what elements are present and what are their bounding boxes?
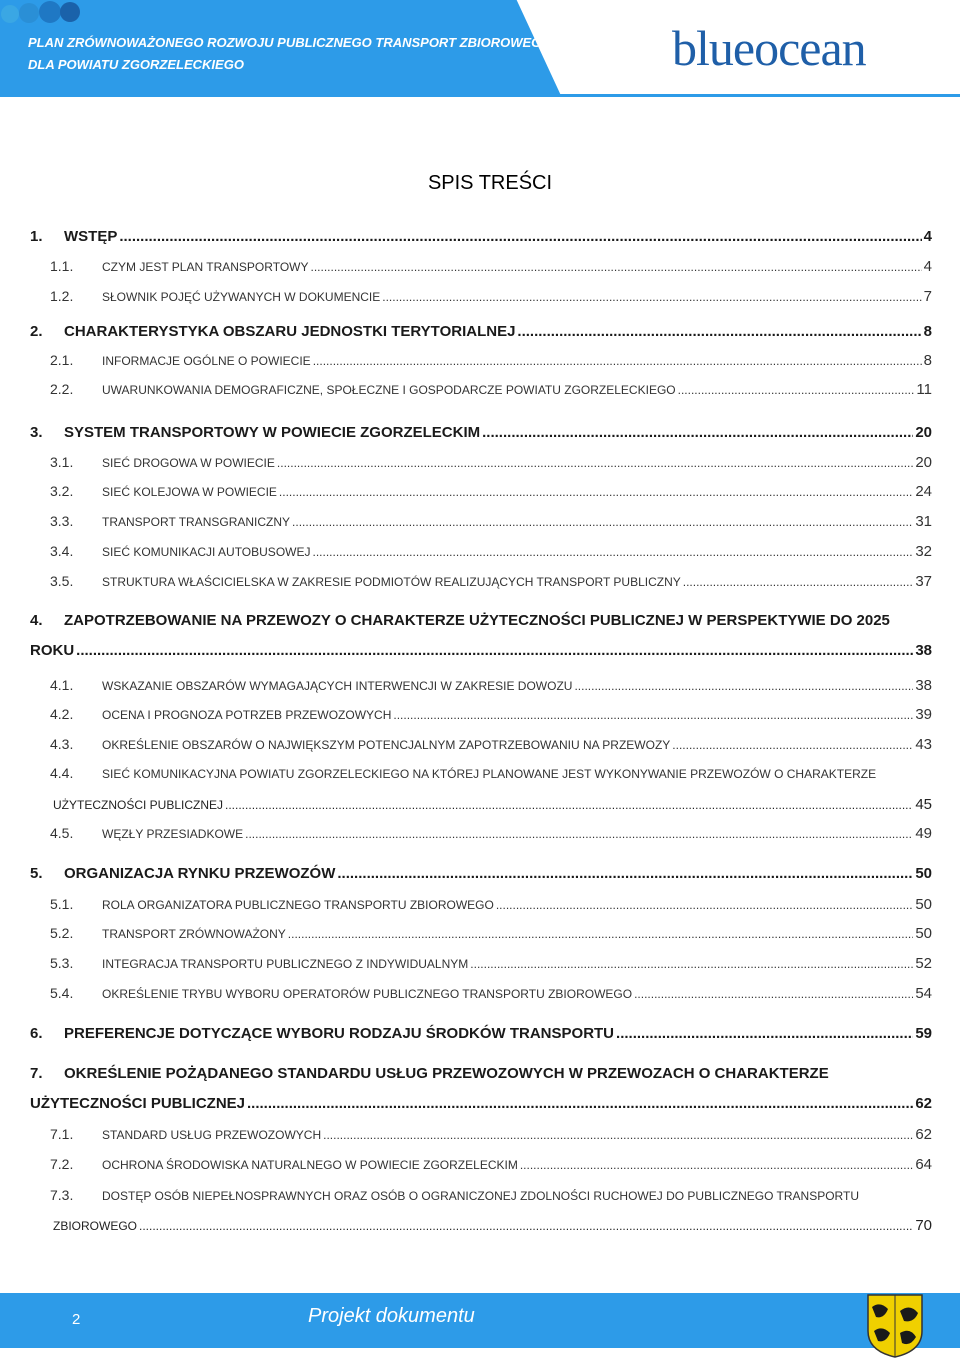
toc-entry-number: 2.2. <box>50 381 74 397</box>
page-header <box>0 0 960 97</box>
toc-leader-dots <box>482 424 913 441</box>
toc-entry-number: 2.1. <box>50 352 74 368</box>
toc-entry-title: SIEĆ KOMUNIKACJI AUTOBUSOWEJ <box>102 545 311 559</box>
toc-entry-page: 50 <box>915 865 932 882</box>
toc-entry-title: OKREŚLENIE POŻĄDANEGO STANDARDU USŁUG PRZEWOZOWYCH W PRZEWOZACH O CHARAKTERZE <box>64 1065 829 1082</box>
toc-leader-dots <box>393 708 913 722</box>
toc-entry-title: ROLA ORGANIZATORA PUBLICZNEGO TRANSPORTU ZBIOROWEGO <box>102 898 494 912</box>
toc-entry-title: OCENA I PROGNOZA POTRZEB PRZEWOZOWYCH <box>102 708 392 722</box>
toc-entry[interactable] <box>50 677 932 694</box>
toc-entry-title: SŁOWNIK POJĘĆ UŻYWANYCH W DOKUMENCIE <box>102 290 381 304</box>
toc-entry[interactable] <box>50 288 932 305</box>
toc-entry-title-cont: ZBIOROWEGO <box>53 1219 137 1233</box>
toc-entry-page: 4 <box>923 258 932 275</box>
toc-entry-number: 2. <box>30 323 43 340</box>
toc-entry[interactable] <box>30 323 932 340</box>
toc-leader-dots <box>247 1095 913 1112</box>
toc-entry-number: 4.1. <box>50 677 74 693</box>
footer-label: Projekt dokumentu <box>308 1305 475 1327</box>
toc-entry-number: 1.2. <box>50 288 74 304</box>
header-title-line2: DLA POWIATU ZGORZELECKIEGO <box>28 57 244 72</box>
toc-entry-number: 5. <box>30 865 43 882</box>
logo-dots-icon <box>0 0 80 26</box>
toc-leader-dots <box>337 865 913 882</box>
toc-entry-page: 32 <box>915 543 932 560</box>
toc-entry-number: 7.2. <box>50 1156 74 1172</box>
toc-entry-title: SYSTEM TRANSPORTOWY W POWIECIE ZGORZELECKIM <box>64 424 481 441</box>
toc-entry[interactable] <box>50 454 932 471</box>
toc-entry-page: 62 <box>915 1126 932 1143</box>
toc-entry-title: INFORMACJE OGÓLNE O POWIECIE <box>102 354 311 368</box>
toc-entry-title: CHARAKTERYSTYKA OBSZARU JEDNOSTKI TERYTORIALNEJ <box>64 323 516 340</box>
toc-entry-title: STANDARD USŁUG PRZEWOZOWYCH <box>102 1128 322 1142</box>
footer-bar <box>0 1293 960 1348</box>
toc-entry-continuation[interactable] <box>30 1095 932 1112</box>
toc-entry-title: WSTĘP <box>64 228 118 245</box>
toc-entry-number: 4.4. <box>50 765 74 781</box>
toc-entry-title-cont: UŻYTECZNOŚCI PUBLICZNEJ <box>53 798 224 812</box>
toc-entry-title: PREFERENCJE DOTYCZĄCE WYBORU RODZAJU ŚRODKÓW TRANSPORTU <box>64 1025 615 1042</box>
header-title-line1: PLAN ZRÓWNOWAŻONEGO ROZWOJU PUBLICZNEGO TRANSPORT ZBIOROWEGO <box>28 35 552 50</box>
toc-leader-dots <box>678 383 915 397</box>
page-number: 2 <box>72 1311 81 1328</box>
brand-logo: blueocean <box>672 20 866 76</box>
toc-entry[interactable] <box>50 896 932 913</box>
toc-entry-continuation[interactable] <box>53 796 932 813</box>
toc-entry-number: 1.1. <box>50 258 74 274</box>
toc-entry-title: CZYM JEST PLAN TRANSPORTOWY <box>102 260 309 274</box>
toc-entry-title: OKREŚLENIE OBSZARÓW O NAJWIĘKSZYM POTENCJALNYM ZAPOTRZEBOWANIU NA PRZEWOZY <box>102 738 671 752</box>
toc-entry-number: 3.4. <box>50 543 74 559</box>
toc-entry-number: 5.4. <box>50 985 74 1001</box>
toc-entry-page: 45 <box>915 796 932 813</box>
toc-leader-dots <box>574 679 913 693</box>
toc-entry-title: WĘZŁY PRZESIADKOWE <box>102 827 244 841</box>
toc-entry[interactable] <box>30 865 932 882</box>
toc-entry-page: 8 <box>923 352 932 369</box>
toc-entry-number: 3.5. <box>50 573 74 589</box>
toc-entry-page: 8 <box>923 323 932 340</box>
toc-entry[interactable] <box>50 925 932 942</box>
toc-entry[interactable] <box>50 352 932 369</box>
toc-entry-page: 38 <box>915 677 932 694</box>
toc-entry-page: 50 <box>915 925 932 942</box>
toc-entry-number: 5.1. <box>50 896 74 912</box>
toc-entry-number: 3.2. <box>50 483 74 499</box>
toc-leader-dots <box>672 738 913 752</box>
toc-entry[interactable] <box>30 1025 932 1042</box>
toc-entry-page: 52 <box>915 955 932 972</box>
toc-entry-continuation[interactable] <box>53 1217 932 1234</box>
toc-leader-dots <box>310 260 921 274</box>
toc-entry-page: 70 <box>915 1217 932 1234</box>
toc-entry[interactable] <box>50 825 932 842</box>
toc-entry-number: 3. <box>30 424 43 441</box>
toc-leader-dots <box>76 642 913 659</box>
toc-entry-page: 20 <box>915 454 932 471</box>
toc-entry[interactable] <box>50 706 932 723</box>
toc-leader-dots <box>279 485 913 499</box>
toc-entry[interactable] <box>50 543 932 560</box>
toc-entry-page: 38 <box>915 642 932 659</box>
toc-entry-page: 59 <box>915 1025 932 1042</box>
toc-entry-number: 4. <box>30 612 43 629</box>
toc-entry-title: WSKAZANIE OBSZARÓW WYMAGAJĄCYCH INTERWENCJI W ZAKRESIE DOWOZU <box>102 679 573 693</box>
toc-entry[interactable] <box>50 736 932 753</box>
toc-entry-number: 7.3. <box>50 1187 74 1203</box>
toc-entry-page: 43 <box>915 736 932 753</box>
toc-entry-title: SIEĆ DROGOWA W POWIECIE <box>102 456 275 470</box>
toc-leader-dots <box>277 456 913 470</box>
toc-entry-title: STRUKTURA WŁAŚCICIELSKA W ZAKRESIE PODMIOTÓW REALIZUJĄCYCH TRANSPORT PUBLICZNY <box>102 575 681 589</box>
toc-entry-page: 49 <box>915 825 932 842</box>
toc-entry-number: 7. <box>30 1065 43 1082</box>
toc-entry[interactable] <box>50 573 932 590</box>
toc-entry-title-cont: UŻYTECZNOŚCI PUBLICZNEJ <box>30 1095 246 1112</box>
toc-entry-title: SIEĆ KOLEJOWA W POWIECIE <box>102 485 277 499</box>
toc-leader-dots <box>382 290 921 304</box>
toc-entry-title: INTEGRACJA TRANSPORTU PUBLICZNEGO Z INDYWIDUALNYM <box>102 957 469 971</box>
toc-entry-title: ZAPOTRZEBOWANIE NA PRZEWOZY O CHARAKTERZE UŻYTECZNOŚCI PUBLICZNEJ W PERSPEKTYWIE DO 2025 <box>64 612 890 629</box>
toc-entry-number: 1. <box>30 228 43 245</box>
toc-entry[interactable] <box>50 1187 932 1203</box>
toc-entry[interactable] <box>50 985 932 1002</box>
toc-entry-number: 4.3. <box>50 736 74 752</box>
toc-title: SPIS TREŚCI <box>427 172 553 194</box>
toc-entry-continuation[interactable] <box>30 642 932 659</box>
toc-leader-dots <box>139 1219 913 1233</box>
toc-entry-page: 62 <box>915 1095 932 1112</box>
toc-leader-dots <box>616 1025 913 1042</box>
toc-entry-title: TRANSPORT ZRÓWNOWAŻONY <box>102 927 286 941</box>
toc-entry[interactable] <box>50 513 932 530</box>
toc-entry-title: OCHRONA ŚRODOWISKA NATURALNEGO W POWIECIE ZGORZELECKIM <box>102 1158 518 1172</box>
toc-entry-title: DOSTĘP OSÓB NIEPEŁNOSPRAWNYCH ORAZ OSÓB O OGRANICZONEJ ZDOLNOŚCI RUCHOWEJ DO PUBLICZNEGO TRANSPORTU <box>102 1189 859 1203</box>
toc-leader-dots <box>517 323 921 340</box>
toc-entry-title: ORGANIZACJA RYNKU PRZEWOZÓW <box>64 865 336 882</box>
toc-entry-page: 7 <box>923 288 932 305</box>
toc-entry-page: 24 <box>915 483 932 500</box>
toc-leader-dots <box>520 1158 913 1172</box>
toc-leader-dots <box>225 798 913 812</box>
toc-entry[interactable] <box>50 258 932 275</box>
toc-entry-page: 64 <box>915 1156 932 1173</box>
toc-entry[interactable] <box>50 483 932 500</box>
toc-entry[interactable] <box>50 955 932 972</box>
toc-entry-page: 11 <box>916 381 932 398</box>
toc-entry[interactable] <box>50 381 932 398</box>
toc-leader-dots <box>470 957 913 971</box>
page-footer <box>0 1293 960 1366</box>
toc-leader-dots <box>119 228 921 245</box>
toc-leader-dots <box>312 545 913 559</box>
toc-leader-dots <box>683 575 914 589</box>
toc-entry-title-cont: ROKU <box>30 642 75 659</box>
toc-entry-number: 3.1. <box>50 454 74 470</box>
toc-entry-page: 50 <box>915 896 932 913</box>
toc-entry[interactable] <box>50 1126 932 1143</box>
toc-entry[interactable] <box>50 765 932 781</box>
toc-entry[interactable] <box>50 1156 932 1173</box>
toc-leader-dots <box>634 987 913 1001</box>
toc-leader-dots <box>323 1128 913 1142</box>
toc-entry-number: 6. <box>30 1025 43 1042</box>
toc-entry-title: TRANSPORT TRANSGRANICZNY <box>102 515 291 529</box>
toc-entry-number: 4.2. <box>50 706 74 722</box>
toc-entry-page: 37 <box>915 573 932 590</box>
toc-leader-dots <box>292 515 913 529</box>
toc-entry-page: 39 <box>915 706 932 723</box>
toc-entry-page: 20 <box>915 424 932 441</box>
toc-entry-number: 3.3. <box>50 513 74 529</box>
toc-leader-dots <box>288 927 914 941</box>
coat-of-arms-icon <box>866 1293 924 1359</box>
toc-leader-dots <box>313 354 922 368</box>
toc-entry[interactable] <box>30 612 932 629</box>
toc-entry-number: 4.5. <box>50 825 74 841</box>
toc-entry-number: 5.2. <box>50 925 74 941</box>
toc-entry[interactable] <box>30 424 932 441</box>
toc-entry-title: SIEĆ KOMUNIKACYJNA POWIATU ZGORZELECKIEGO NA KTÓREJ PLANOWANE JEST WYKONYWANIE PRZEWOZÓW O CHARAKTERZE <box>102 767 877 781</box>
toc-entry[interactable] <box>30 1065 932 1082</box>
toc-entry-number: 7.1. <box>50 1126 74 1142</box>
toc-entry[interactable] <box>30 228 932 245</box>
toc-entry-number: 5.3. <box>50 955 74 971</box>
toc-entry-page: 4 <box>923 228 932 245</box>
toc-entry-title: UWARUNKOWANIA DEMOGRAFICZNE, SPOŁECZNE I GOSPODARCZE POWIATU ZGORZELECKIEGO <box>102 383 676 397</box>
toc-entry-page: 31 <box>915 513 932 530</box>
toc-entry-title: OKREŚLENIE TRYBU WYBORU OPERATORÓW PUBLICZNEGO TRANSPORTU ZBIOROWEGO <box>102 987 633 1001</box>
toc-leader-dots <box>245 827 913 841</box>
toc-entry-page: 54 <box>915 985 932 1002</box>
toc-leader-dots <box>496 898 913 912</box>
